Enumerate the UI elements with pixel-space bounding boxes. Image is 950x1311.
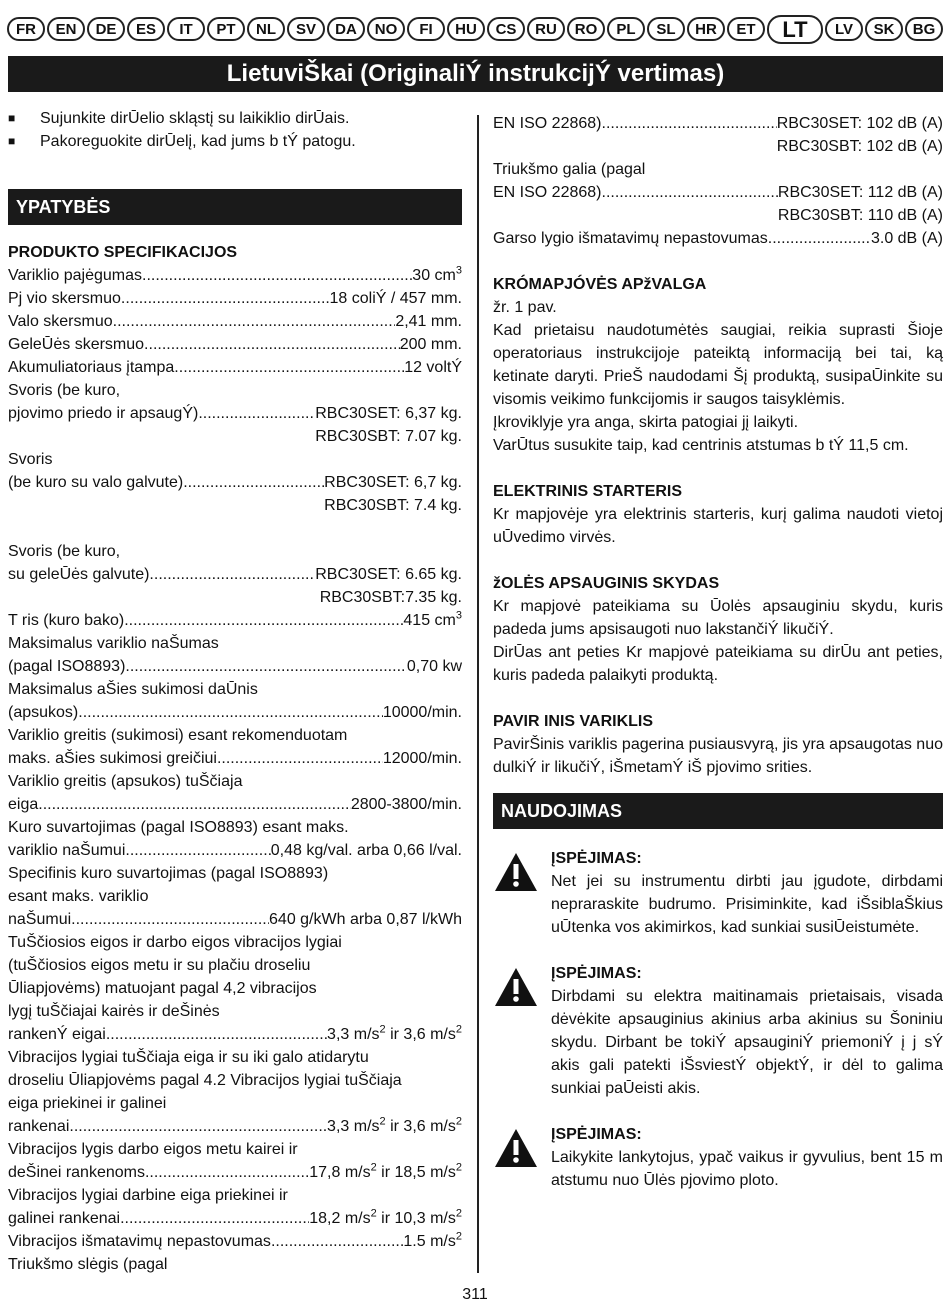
spec-row-vibration-1: rankenÝ eigai ..... 3,3 $m/s^2$ ir 3,6 $m/s^2$ [8,1023,462,1046]
spec-row-weight-1: pjovimo priedo ir apsaugÝ) ..... RBC30SET: 6,37 kg. [8,402,462,425]
motor-heading: PAVIR INIS VARIKLIS [493,713,654,730]
spec-text-line: droseliu Ūliapjovėms pagal 4.2 Vibracijos lygiai tuŠčiaja [8,1072,402,1089]
figure-reference: žr. 1 pav. [493,299,557,316]
warning-triangle-icon [493,966,539,1008]
spec-value-cont: RBC30SBT: 7.4 kg. [324,497,462,514]
lang-tab-lv[interactable]: LV [825,17,863,41]
lang-tab-hu[interactable]: HU [447,17,485,41]
spec-row-cut-diameter: Pj vio skersmuo ..... 18 coliÝ / 457 mm. [8,287,462,310]
spec-text-line: eiga priekinei ir galinei [8,1095,167,1112]
lang-tab-hr[interactable]: HR [687,17,725,41]
starter-heading: ELEKTRINIS STARTERIS [493,483,683,500]
spec-row-max-power: (pagal ISO8893) ..... 0,70 kw [8,655,462,678]
grass-guard-heading: žOLĖS APSAUGINIS SKYDAS [493,575,720,592]
bullet-item [8,107,462,130]
spec-row-vibration-3: deŠinei rankenoms ..... 17,8 $m/s^2$ ir 18,5 $m/s^2$ [8,1161,462,1184]
paragraph: Kr mapjovė pateikiama su Ūolės apsauginiu skydu, kuris padeda jums apsisaugoti nuo lakstančiÝ likučiÝ. [493,598,943,638]
lang-tab-fi[interactable]: FI [407,17,445,41]
warning-title: ĮSPĖJIMAS: [551,1126,642,1143]
spec-text-line: Vibracijos lygiai tuŠčiaja eiga ir su iki galo atidarytu [8,1049,369,1066]
lang-tab-es[interactable]: ES [127,17,165,41]
lang-tab-fr[interactable]: FR [7,17,45,41]
spec-text-line: (tuŠčiosios eigos metu ir su plačiu droseliu [8,957,311,974]
bullet-text: Sujunkite dirŪelio skląstį su laikiklio dirŪais. [40,110,350,127]
warning-title: ĮSPĖJIMAS: [551,850,642,867]
spec-text-line: Ūliapjovėms) matuojant pagal 4,2 vibracijos [8,980,317,997]
lang-tab-sl[interactable]: SL [647,17,685,41]
spec-text-line: Variklio greitis (apsukos) tuŠčiaja [8,773,243,790]
spec-text-line: Vibracijos lygiai darbine eiga priekinei ir [8,1187,288,1204]
spec-row-recommended-speed: maks. aŠies sukimosi greičiui ..... 12000/min. [8,747,462,770]
spec-value-cont: RBC30SBT: 110 dB (A) [777,207,943,224]
paragraph: DirŪas ant peties Kr mapjovė pateikiama su dirŪu ant peties, kuris padeda palaikyti produktą. [493,644,943,684]
spec-text-line: esant maks. variklio [8,888,149,905]
spec-row-battery: Akumuliatoriaus įtampa ..... 12 voltÝ [8,356,462,379]
lang-tab-sv[interactable]: SV [287,17,325,41]
lang-tab-pt[interactable]: PT [207,17,245,41]
page-title-banner: LietuviŠkai (OriginaliÝ instrukcijÝ vertimas) [8,56,943,92]
paragraph: Įkroviklyje yra anga, skirta patogiai jį laikyti. [493,414,799,431]
spec-row-noise-pressure: EN ISO 22868) ..... RBC30SET: 102 dB (A) [493,112,943,135]
spec-row-weight-2: (be kuro su valo galvute) ..... RBC30SET: 6,7 kg. [8,471,462,494]
spec-text-line: Triukšmo galia (pagal [493,161,646,178]
spec-row-engine: Variklio pajėgumas ..... 30 $cm^3$ [8,264,462,287]
spec-row-vibration-uncertainty: Vibracijos išmatavimų nepastovumas ..... 1.5 $m/s^2$ [8,1230,462,1253]
warning-text: Net jei su instrumentu dirbti jau įgudote, dirbdami nepraraskite budrumo. Prisiminkite, kad iŠsiblaŠkius uŪtenka vos akimirkos, kad sunkiai susiŪeistumėte. [551,873,943,936]
column-divider [477,115,479,1273]
spec-row-specific-fuel: naŠumui ..... 640 g/kWh arba 0,87 l/kWh [8,908,462,931]
lang-tab-da[interactable]: DA [327,17,365,41]
spec-text-line: Svoris (be kuro, [8,543,121,560]
lang-tab-de[interactable]: DE [87,17,125,41]
spec-row-idle-speed: eiga ..... 2800-3800/min. [8,793,462,816]
bullet-text: Pakoreguokite dirŪelį, kad jums b tÝ patogu. [40,133,356,150]
warning-text: Dirbdami su elektra maitinamais prietaisais, visada dėvėkite apsauginius akinius arba akinius su Šoniniu skydu. Dirbant be tokiÝ apsauginiÝ priemoniÝ į j sÝ akis gali patekti iŠsviestÝ objektÝ, ir dėl to galima sunkiai paŪeisti akis. [551,988,943,1097]
spec-row-max-spin: (apsukos) ..... 10000/min. [8,701,462,724]
warning-triangle-icon [493,851,539,893]
lang-tab-ro[interactable]: RO [567,17,605,41]
spec-row-vibration-2: rankenai ..... 3,3 $m/s^2$ ir 3,6 $m/s^2$ [8,1115,462,1138]
spec-text-line: Maksimalus variklio naŠumas [8,635,219,652]
spec-text-line: lygį tuŠčiajai kairės ir deŠinės [8,1003,220,1020]
square-bullet-icon: ■ [8,134,16,148]
lang-tab-nl[interactable]: NL [247,17,285,41]
spec-text-line: Svoris (be kuro, [8,382,121,399]
spec-text-line: Vibracijos lygis darbo eigos metu kairei ir [8,1141,298,1158]
spec-value-cont: RBC30SBT: 7.07 kg. [315,428,462,445]
spec-row-blade: GeleŪės skersmuo ..... 200 mm. [8,333,462,356]
bullet-item [8,130,462,153]
warning-block [493,962,943,1100]
lang-tab-bg[interactable]: BG [905,17,943,41]
spec-text-line: Specifinis kuro suvartojimas (pagal ISO8893) [8,865,329,882]
right-column [493,112,943,1192]
warning-block [493,847,943,939]
left-column [8,107,462,1276]
lang-tab-en[interactable]: EN [47,17,85,41]
spec-row-tank: T ris (kuro bako) ..... 415 $cm^3$ [8,609,462,632]
spec-row-vibration-4: galinei rankenai ..... 18,2 $m/s^2$ ir 10,3 $m/s^2$ [8,1207,462,1230]
spec-row-weight-3: su geleŪės galvute) ..... RBC30SET: 6.65 kg. [8,563,462,586]
lang-tab-no[interactable]: NO [367,17,405,41]
overview-heading: KRÓMAPJÓVĖS APžVALGA [493,276,707,293]
warning-title: ĮSPĖJIMAS: [551,965,642,982]
paragraph: Kad prietaisu naudotumėtės saugiai, reikia suprasti Šioje operatoriaus instrukcijoje pateiktą informaciją bei tai, ką ketinate daryti. PrieŠ naudodami Šį produktą, susipaŪinkite su visomis veikimo funkcijomis ir saugos taisyklėmis. [493,322,943,408]
lang-tab-ru[interactable]: RU [527,17,565,41]
spec-row-noise-power: EN ISO 22868) ..... RBC30SET: 112 dB (A) [493,181,943,204]
spec-value-cont: RBC30SBT:7.35 kg. [319,589,462,606]
lang-tab-pl[interactable]: PL [607,17,645,41]
lang-tab-lt-active[interactable]: LT [767,15,823,44]
spec-text-line: Kuro suvartojimas (pagal ISO8893) esant maks. [8,819,349,836]
section-heading-usage: NAUDOJIMAS [493,793,943,829]
warning-text: Laikykite lankytojus, ypač vaikus ir gyvulius, bent 15 m atstumu nuo Ūlės pjovimo ploto. [551,1149,943,1189]
page-number: 311 [462,1286,488,1303]
warning-block [493,1123,943,1192]
section-heading-features: YPATYBĖS [8,189,462,225]
language-bar [7,15,943,45]
paragraph: Kr mapjovėje yra elektrinis starteris, kurį galima naudoti vietoj uŪvedimo virvės. [493,506,943,546]
spec-text-line: TuŠčiosios eigos ir darbo eigos vibracijos lygiai [8,934,342,951]
spec-row-fuel: variklio naŠumui ..... 0,48 kg/val. arba 0,66 l/val. [8,839,462,862]
spec-row-sound-uncertainty: Garso lygio išmatavimų nepastovumas ..... 3.0 dB (A) [493,227,943,250]
warning-triangle-icon [493,1127,539,1169]
spec-text-line: Svoris [8,451,53,468]
spec-text-line: Maksimalus aŠies sukimosi daŪnis [8,681,258,698]
square-bullet-icon: ■ [8,111,16,125]
lang-tab-et[interactable]: ET [727,17,765,41]
spec-value-cont: RBC30SBT: 102 dB (A) [776,138,943,155]
lang-tab-cs[interactable]: CS [487,17,525,41]
specs-heading: PRODUKTO SPECIFIKACIJOS [8,244,238,261]
paragraph: PavirŠinis variklis pagerina pusiausvyrą, jis yra apsaugotas nuo dulkiÝ ir likučiÝ, iŠmetamÝ iŠ pjovimo srities. [493,736,943,776]
lang-tab-it[interactable]: IT [167,17,205,41]
spec-row-shaft: Valo skersmuo ..... 2,41 mm. [8,310,462,333]
spec-text-line: Variklio greitis (sukimosi) esant rekomenduotam [8,727,348,744]
spec-text-line: Triukšmo slėgis (pagal [8,1256,168,1273]
paragraph: VarŪtus susukite taip, kad centrinis atstumas b tÝ 11,5 cm. [493,437,909,454]
lang-tab-sk[interactable]: SK [865,17,903,41]
